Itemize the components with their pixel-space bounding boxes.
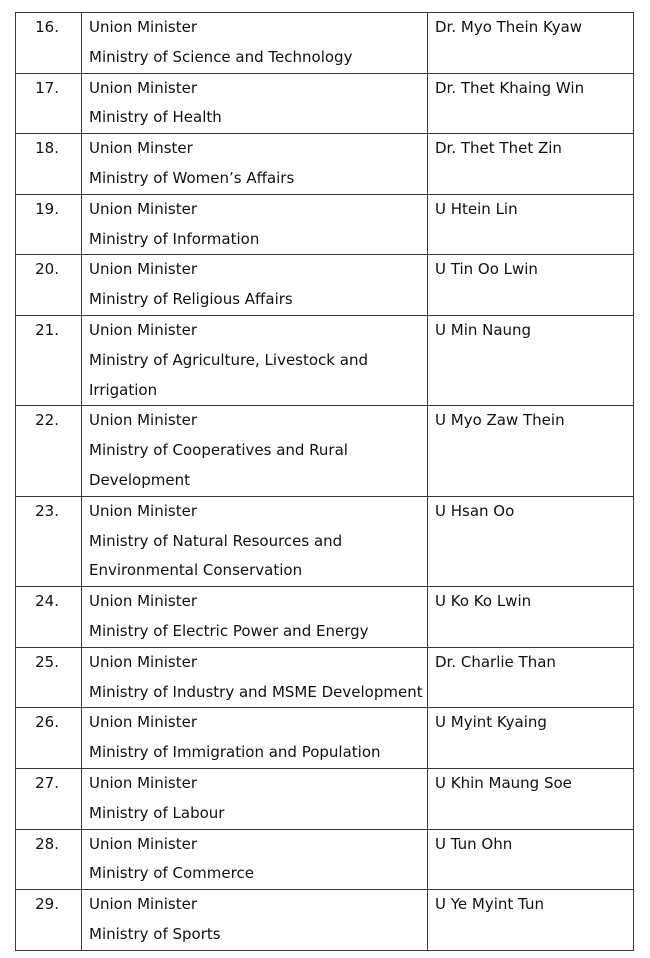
position-title: Union Minister — [89, 260, 197, 279]
position-cell — [82, 829, 428, 890]
table-row — [16, 496, 634, 586]
minister-name: U Ko Ko Lwin — [428, 587, 634, 648]
position-cell — [82, 647, 428, 708]
minister-name: Dr. Myo Thein Kyaw — [428, 13, 634, 74]
position-cell — [82, 315, 428, 405]
position-title: Union Minister — [89, 411, 197, 430]
table-row — [16, 134, 634, 195]
ministry-name-line: Ministry of Religious Affairs — [89, 290, 293, 309]
ministry-name-line: Ministry of Agriculture, Livestock and — [89, 350, 368, 369]
ministry-name-line: Irrigation — [89, 380, 158, 399]
position-title: Union Minister — [89, 78, 197, 97]
table-row — [16, 73, 634, 134]
row-number: 26. — [16, 708, 82, 769]
ministers-table-body — [16, 13, 634, 951]
position-cell — [82, 587, 428, 648]
minister-name: U Min Naung — [428, 315, 634, 405]
ministry-name-line: Ministry of Science and Technology — [89, 47, 353, 66]
ministry-name-line: Ministry of Women’s Affairs — [89, 168, 295, 187]
row-number: 17. — [16, 73, 82, 134]
table-row — [16, 890, 634, 951]
row-number: 24. — [16, 587, 82, 648]
minister-name: U Tun Ohn — [428, 829, 634, 890]
ministry-name-line: Ministry of Sports — [89, 924, 221, 943]
minister-name: Dr. Thet Thet Zin — [428, 134, 634, 195]
minister-name: U Ye Myint Tun — [428, 890, 634, 951]
position-cell — [82, 496, 428, 586]
table-row — [16, 647, 634, 708]
position-cell — [82, 194, 428, 255]
position-title: Union Minister — [89, 199, 197, 218]
row-number: 16. — [16, 13, 82, 74]
position-cell — [82, 406, 428, 496]
ministry-name-line: Ministry of Commerce — [89, 864, 254, 883]
minister-name: U Khin Maung Soe — [428, 768, 634, 829]
row-number: 20. — [16, 255, 82, 316]
table-row — [16, 194, 634, 255]
minister-name: U Htein Lin — [428, 194, 634, 255]
ministry-name-line: Ministry of Industry and MSME Development — [89, 682, 423, 701]
row-number: 23. — [16, 496, 82, 586]
position-title: Union Minister — [89, 501, 197, 520]
position-cell — [82, 768, 428, 829]
table-row — [16, 587, 634, 648]
ministry-name-line: Development — [89, 470, 190, 489]
position-title: Union Minster — [89, 139, 193, 158]
position-title: Union Minister — [89, 18, 197, 36]
ministry-name-line: Ministry of Information — [89, 229, 260, 248]
minister-name: U Myint Kyaing — [428, 708, 634, 769]
row-number: 25. — [16, 647, 82, 708]
position-cell — [82, 13, 428, 74]
minister-name: U Tin Oo Lwin — [428, 255, 634, 316]
table-row — [16, 13, 634, 74]
table-row — [16, 708, 634, 769]
position-title: Union Minister — [89, 895, 197, 914]
ministry-name-line: Ministry of Labour — [89, 803, 225, 822]
position-cell — [82, 134, 428, 195]
row-number: 18. — [16, 134, 82, 195]
minister-name: U Hsan Oo — [428, 496, 634, 586]
row-number: 27. — [16, 768, 82, 829]
table-row — [16, 406, 634, 496]
position-cell — [82, 73, 428, 134]
ministers-table — [15, 12, 634, 951]
ministry-name-line: Ministry of Health — [89, 108, 222, 127]
minister-name: Dr. Thet Khaing Win — [428, 73, 634, 134]
table-row — [16, 315, 634, 405]
ministry-name-line: Ministry of Cooperatives and Rural — [89, 441, 348, 460]
ministry-name-line: Ministry of Natural Resources and — [89, 531, 343, 550]
ministry-name-line: Environmental Conservation — [89, 561, 303, 580]
position-title: Union Minister — [89, 834, 197, 853]
row-number: 29. — [16, 890, 82, 951]
row-number: 21. — [16, 315, 82, 405]
ministry-name-line: Ministry of Immigration and Population — [89, 743, 381, 762]
minister-name: U Myo Zaw Thein — [428, 406, 634, 496]
minister-name: Dr. Charlie Than — [428, 647, 634, 708]
position-title: Union Minister — [89, 592, 197, 611]
position-title: Union Minister — [89, 320, 197, 339]
row-number: 19. — [16, 194, 82, 255]
position-cell — [82, 708, 428, 769]
table-row — [16, 829, 634, 890]
position-cell — [82, 255, 428, 316]
ministry-name-line: Ministry of Electric Power and Energy — [89, 621, 369, 640]
table-row — [16, 255, 634, 316]
table-row — [16, 768, 634, 829]
row-number: 22. — [16, 406, 82, 496]
row-number: 28. — [16, 829, 82, 890]
position-cell — [82, 890, 428, 951]
position-title: Union Minister — [89, 713, 197, 732]
position-title: Union Minister — [89, 652, 197, 671]
position-title: Union Minister — [89, 773, 197, 792]
